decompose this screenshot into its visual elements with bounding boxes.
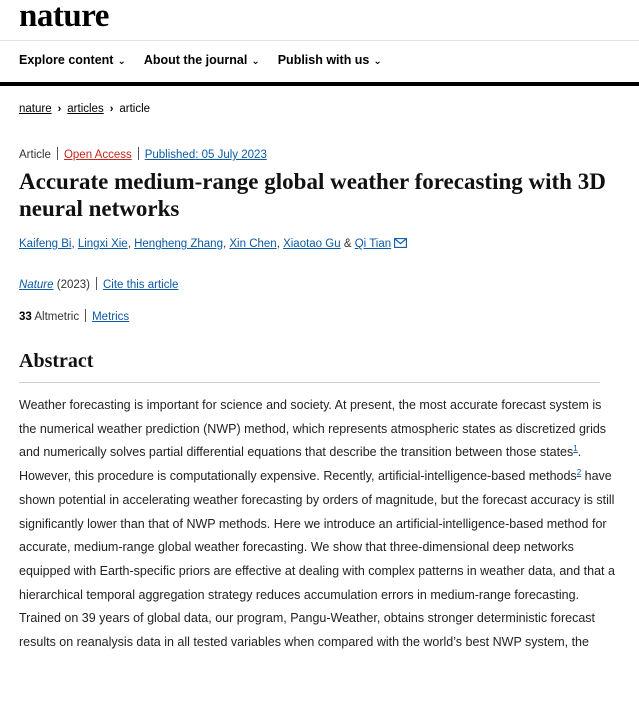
reference-link-1[interactable]: 1 (573, 444, 578, 454)
envelope-icon[interactable] (394, 238, 407, 251)
breadcrumb-current: article (119, 103, 151, 115)
chevron-down-icon: ⌄ (373, 56, 382, 67)
abstract-text (19, 394, 619, 655)
main-nav (19, 53, 382, 67)
abstract-part-2: . However, this procedure is computationally expensive. Recently, artificial-intelligence-based methods (19, 445, 582, 484)
author-list: Kaifeng Bi, Lingxi Xie, Hengheng Zhang, Xin Chen, Xiaotao Gu & Qi Tian (19, 238, 407, 251)
nav-explore-content[interactable] (19, 53, 126, 67)
chevron-down-icon: ⌄ (117, 56, 126, 67)
abstract-heading: Abstract (19, 350, 94, 372)
breadcrumb-articles[interactable]: articles (67, 103, 104, 115)
journal-link[interactable] (19, 279, 54, 291)
article-title: Accurate medium-range global weather forecasting with 3D neural networks (19, 169, 606, 221)
article-meta (19, 147, 267, 161)
breadcrumb-chevron-icon: › (57, 103, 62, 115)
cite-this-article-link[interactable]: Cite this article (102, 279, 179, 291)
journal-name: Nature (19, 279, 54, 291)
altmetric-line (19, 309, 129, 323)
article-type: Article (19, 149, 51, 161)
author-link[interactable]: Xiaotao Gu (283, 238, 341, 250)
abstract-divider (19, 382, 600, 383)
open-access-link[interactable]: Open Access (63, 149, 132, 161)
nav-publish-with-us-label: Publish with us (277, 53, 370, 67)
author-link[interactable]: Xin Chen (229, 238, 277, 250)
reference-link-2[interactable]: 2 (576, 467, 582, 477)
published-date: Published: 05 July 2023 (144, 149, 267, 161)
metrics-link[interactable]: Metrics (92, 311, 130, 323)
altmetric-label: Altmetric (34, 311, 80, 323)
author-link[interactable]: Lingxi Xie (77, 238, 128, 250)
abstract-part-3: have shown potential in accelerating weather forecasting by orders of magnitude, but the forecast accuracy is still significantly lower than that of NWP methods. Here we introduce an artificial-intelligence-based method for accurate, medium-range global weather forecasting. We show that three-dimensional deep networks equipped with Earth-specific priors are effective at dealing with complex patterns in weather data, and that a hierarchical temporal aggregation strategy reduces accumulation errors in medium-range forecasting. Trained on 39 years of global data, our program, Pangu-Weather, obtains stronger deterministic forecast results on reanalysis data in all tested variables when compared with the world’s best NWP system, the (19, 469, 615, 650)
meta-divider (57, 147, 58, 160)
meta-divider (85, 309, 86, 322)
header-divider (0, 40, 639, 41)
chevron-down-icon: ⌄ (251, 56, 260, 67)
author-link[interactable]: Hengheng Zhang (134, 238, 223, 250)
breadcrumb-chevron-icon: › (109, 103, 114, 115)
altmetric-score: 33 (19, 311, 32, 323)
abstract-part-1: Weather forecasting is important for science and society. At present, the most accurate forecast system is the numerical weather prediction (NWP) method, which represents atmospheric states as discretized grids and numerically solves partial differential equations that describe the transition between those states (19, 398, 607, 460)
nav-underline-bar (0, 82, 639, 86)
nature-logo[interactable]: nature (19, 0, 109, 34)
breadcrumb-home[interactable]: nature (19, 103, 52, 115)
author-ampersand: & (343, 238, 352, 250)
citation-year: (2023) (56, 279, 90, 291)
nav-publish-with-us[interactable] (278, 53, 382, 67)
meta-divider (96, 277, 97, 290)
nav-about-journal-label: About the journal (143, 53, 248, 67)
nav-explore-content-label: Explore content (19, 53, 114, 67)
citation-line (19, 277, 178, 291)
author-link[interactable]: Kaifeng Bi (19, 238, 72, 250)
author-link[interactable]: Qi Tian (354, 238, 392, 250)
meta-divider (138, 147, 139, 160)
nav-about-journal[interactable] (144, 53, 260, 67)
breadcrumb (19, 103, 150, 115)
